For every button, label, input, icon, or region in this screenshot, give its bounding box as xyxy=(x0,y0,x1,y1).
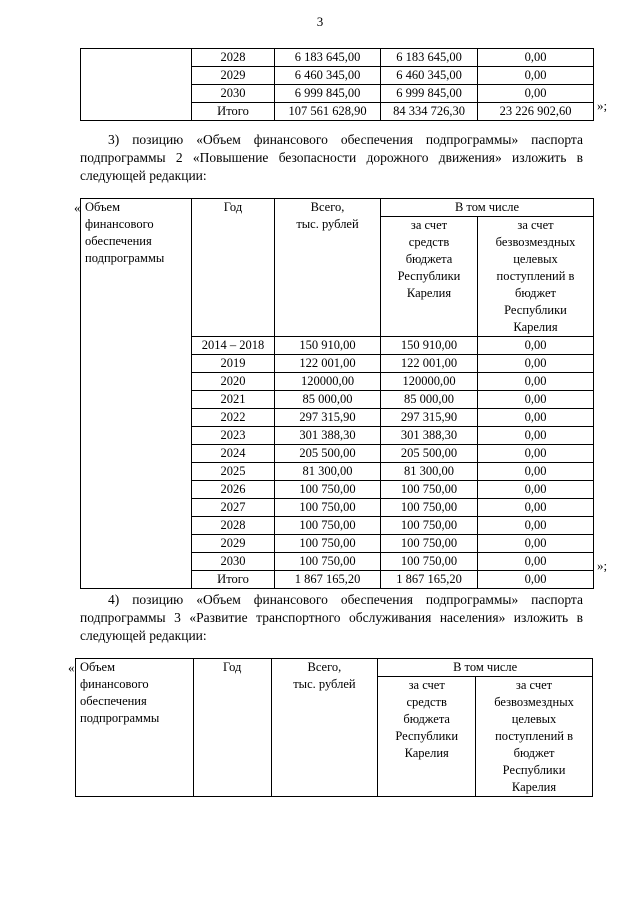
top-table-cell-budget: 6 183 645,00 xyxy=(381,49,478,67)
table2-open-quote: « xyxy=(74,200,81,215)
table-subprogram-2 xyxy=(80,198,594,589)
table2-cell-grants: 0,00 xyxy=(478,391,594,409)
top-table-cell-budget: 6 999 845,00 xyxy=(381,85,478,103)
table3-header-including: В том числе xyxy=(378,659,593,677)
top-table-cell-year: 2030 xyxy=(192,85,275,103)
table2-body xyxy=(81,199,594,589)
table2-cell-total: 85 000,00 xyxy=(275,391,381,409)
table2-cell-total: 297 315,90 xyxy=(275,409,381,427)
top-table-cell-total: 6 183 645,00 xyxy=(275,49,381,67)
top-table-cell-grants: 23 226 902,60 xyxy=(478,103,594,121)
table2-header-total: Всего, тыс. рублей xyxy=(275,199,381,337)
table2-cell-budget: 120000,00 xyxy=(381,373,478,391)
paragraph-3-text: 3) позицию «Объем финансового обеспечения подпрограммы» паспорта подпрограммы 2 «Повышение безопасности дорожного движения» изложить в следующей редакции: xyxy=(80,132,583,183)
top-table-row xyxy=(81,49,594,67)
top-table xyxy=(80,48,594,121)
table2-cell-grants: 0,00 xyxy=(478,409,594,427)
table2-cell-total: 205 500,00 xyxy=(275,445,381,463)
table2-header-year: Год xyxy=(192,199,275,337)
table2-cell-grants: 0,00 xyxy=(478,463,594,481)
table2-cell-year: 2023 xyxy=(192,427,275,445)
table2-cell-budget: 85 000,00 xyxy=(381,391,478,409)
top-table-cell-total: 107 561 628,90 xyxy=(275,103,381,121)
table2-cell-budget: 100 750,00 xyxy=(381,481,478,499)
top-table-body xyxy=(81,49,594,121)
table2-cell-grants: 0,00 xyxy=(478,571,594,589)
table2-cell-grants: 0,00 xyxy=(478,481,594,499)
top-table-cell-budget: 84 334 726,30 xyxy=(381,103,478,121)
table2-cell-grants: 0,00 xyxy=(478,535,594,553)
table2-cell-total: 122 001,00 xyxy=(275,355,381,373)
table2-cell-total: 1 867 165,20 xyxy=(275,571,381,589)
table2-cell-total: 100 750,00 xyxy=(275,535,381,553)
table3-body xyxy=(76,659,593,797)
table2-header-row-1 xyxy=(81,199,594,217)
table3-header-budget: за счет средств бюджета Республики Карелия xyxy=(378,677,476,797)
top-table-cell-grants: 0,00 xyxy=(478,49,594,67)
table2-cell-budget: 81 300,00 xyxy=(381,463,478,481)
table-subprogram-3 xyxy=(75,658,593,797)
table3-open-quote: « xyxy=(68,660,75,675)
table2-cell-year: 2024 xyxy=(192,445,275,463)
table2-cell-total: 120000,00 xyxy=(275,373,381,391)
table2-cell-total: 100 750,00 xyxy=(275,481,381,499)
table2-cell-budget: 100 750,00 xyxy=(381,553,478,571)
table2-cell-total: 100 750,00 xyxy=(275,517,381,535)
table2-cell-grants: 0,00 xyxy=(478,373,594,391)
table2-header-budget: за счет средств бюджета Республики Карелия xyxy=(381,217,478,337)
table2-cell-year: 2020 xyxy=(192,373,275,391)
top-table-cell-year: Итого xyxy=(192,103,275,121)
table2-cell-year: 2029 xyxy=(192,535,275,553)
table3-header-row-1 xyxy=(76,659,593,677)
top-table-cell-grants: 0,00 xyxy=(478,67,594,85)
table2-cell-grants: 0,00 xyxy=(478,445,594,463)
table2-cell-grants: 0,00 xyxy=(478,355,594,373)
top-table-cell-grants: 0,00 xyxy=(478,85,594,103)
table2-cell-year: 2025 xyxy=(192,463,275,481)
table2-cell-year: Итого xyxy=(192,571,275,589)
table2-cell-budget: 100 750,00 xyxy=(381,499,478,517)
table2-cell-year: 2019 xyxy=(192,355,275,373)
table2-cell-total: 100 750,00 xyxy=(275,553,381,571)
table2-cell-budget: 301 388,30 xyxy=(381,427,478,445)
top-table-empty-label-cell xyxy=(81,49,192,121)
top-table-cell-total: 6 460 345,00 xyxy=(275,67,381,85)
table2-closing-quote: »; xyxy=(597,558,608,573)
table2-cell-grants: 0,00 xyxy=(478,337,594,355)
page-number: 3 xyxy=(316,14,324,29)
table2-cell-budget: 150 910,00 xyxy=(381,337,478,355)
table2-cell-budget: 122 001,00 xyxy=(381,355,478,373)
table2-cell-year: 2030 xyxy=(192,553,275,571)
table3-header-grants: за счет безвозмездных целевых поступлений в бюджет Республики Карелия xyxy=(476,677,593,797)
table2-cell-year: 2027 xyxy=(192,499,275,517)
table2-cell-grants: 0,00 xyxy=(478,517,594,535)
table2-cell-grants: 0,00 xyxy=(478,499,594,517)
table2-cell-grants: 0,00 xyxy=(478,553,594,571)
table2-cell-budget: 205 500,00 xyxy=(381,445,478,463)
table2-cell-budget: 1 867 165,20 xyxy=(381,571,478,589)
table3-label: Объем финансового обеспечения подпрограммы xyxy=(76,659,194,797)
table2-cell-total: 150 910,00 xyxy=(275,337,381,355)
table2-header-grants: за счет безвозмездных целевых поступлений в бюджет Республики Карелия xyxy=(478,217,594,337)
paragraph-3 xyxy=(80,131,583,185)
table2-cell-year: 2021 xyxy=(192,391,275,409)
table2-header-including: В том числе xyxy=(381,199,594,217)
table2-cell-year: 2026 xyxy=(192,481,275,499)
top-table-cell-year: 2029 xyxy=(192,67,275,85)
table2-cell-year: 2014 – 2018 xyxy=(192,337,275,355)
top-table-cell-year: 2028 xyxy=(192,49,275,67)
top-table-cell-total: 6 999 845,00 xyxy=(275,85,381,103)
table2-cell-total: 81 300,00 xyxy=(275,463,381,481)
table2-cell-budget: 100 750,00 xyxy=(381,517,478,535)
table2-cell-grants: 0,00 xyxy=(478,427,594,445)
paragraph-4 xyxy=(80,591,583,645)
top-table-cell-budget: 6 460 345,00 xyxy=(381,67,478,85)
table2-label: Объем финансового обеспечения подпрограммы xyxy=(81,199,192,589)
table3-header-total: Всего, тыс. рублей xyxy=(271,659,378,797)
table2-cell-year: 2022 xyxy=(192,409,275,427)
table2-cell-budget: 100 750,00 xyxy=(381,535,478,553)
table2-cell-total: 301 388,30 xyxy=(275,427,381,445)
top-table-closing-quote: »; xyxy=(597,98,608,113)
paragraph-4-text: 4) позицию «Объем финансового обеспечения подпрограммы» паспорта подпрограммы 3 «Развитие транспортного обслуживания населения» изложить в следующей редакции: xyxy=(80,592,583,643)
table2-cell-total: 100 750,00 xyxy=(275,499,381,517)
table3-header-year: Год xyxy=(193,659,271,797)
table2-cell-budget: 297 315,90 xyxy=(381,409,478,427)
table2-cell-year: 2028 xyxy=(192,517,275,535)
